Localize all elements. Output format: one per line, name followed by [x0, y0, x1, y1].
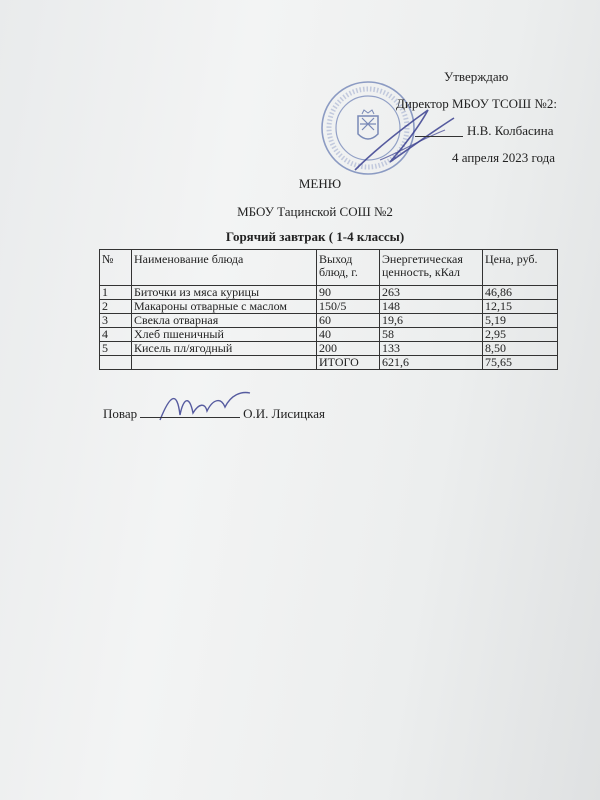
table-row: [100, 286, 558, 300]
table-total-row: [100, 356, 558, 370]
menu-table: [99, 249, 558, 370]
director-title: Директор МБОУ ТСОШ №2:: [396, 96, 557, 111]
cell-empty: [132, 356, 317, 370]
cell-energy: 133: [380, 342, 483, 356]
cell-energy: 263: [380, 286, 483, 300]
cook-signature-blank: [140, 407, 240, 418]
meal-title: Горячий завтрак ( 1-4 классы): [225, 229, 405, 244]
cell-portion: 200: [317, 342, 380, 356]
cell-price: 12,15: [483, 300, 558, 314]
cook-label: Повар: [103, 406, 138, 421]
school-name: МБОУ Тацинской СОШ №2: [237, 204, 393, 219]
header-number: №: [100, 250, 132, 286]
cell-portion: 40: [317, 328, 380, 342]
table-row: [100, 342, 558, 356]
table-row: [100, 328, 558, 342]
header-energy: Энергетическая ценность, кКал: [380, 250, 483, 286]
signature-blank: [415, 136, 463, 137]
cell-energy: 148: [380, 300, 483, 314]
cell-price: 8,50: [483, 342, 558, 356]
cell-price: 2,95: [483, 328, 558, 342]
approve-label: Утверждаю: [444, 69, 509, 84]
cell-empty: [100, 356, 132, 370]
total-label: ИТОГО: [317, 356, 380, 370]
cell-dish: Макароны отварные с маслом: [132, 300, 317, 314]
cell-portion: 60: [317, 314, 380, 328]
cell-number: 1: [100, 286, 132, 300]
cell-portion: 150/5: [317, 300, 380, 314]
cook-signature-line: [103, 406, 325, 422]
cell-dish: Биточки из мяса курицы: [132, 286, 317, 300]
total-energy: 621,6: [380, 356, 483, 370]
cell-number: 5: [100, 342, 132, 356]
document-title: МЕНЮ: [298, 176, 342, 191]
table-row: [100, 314, 558, 328]
header-portion: Выход блюд, г.: [317, 250, 380, 286]
header-dish: Наименование блюда: [132, 250, 317, 286]
header-price: Цена, руб.: [483, 250, 558, 286]
approval-date: 4 апреля 2023 года: [452, 150, 556, 165]
cell-dish: Кисель пл/ягодный: [132, 342, 317, 356]
cell-energy: 19,6: [380, 314, 483, 328]
table-row: [100, 300, 558, 314]
cell-number: 2: [100, 300, 132, 314]
director-name: Н.В. Колбасина: [467, 123, 554, 138]
cell-energy: 58: [380, 328, 483, 342]
director-signature-icon: [350, 100, 460, 180]
cell-portion: 90: [317, 286, 380, 300]
table-header-row: [100, 250, 558, 286]
cook-name: О.И. Лисицкая: [243, 406, 325, 421]
cell-dish: Хлеб пшеничный: [132, 328, 317, 342]
total-price: 75,65: [483, 356, 558, 370]
director-name-line: [415, 124, 554, 137]
cell-number: 3: [100, 314, 132, 328]
cell-dish: Свекла отварная: [132, 314, 317, 328]
cell-number: 4: [100, 328, 132, 342]
cell-price: 5,19: [483, 314, 558, 328]
cell-price: 46,86: [483, 286, 558, 300]
